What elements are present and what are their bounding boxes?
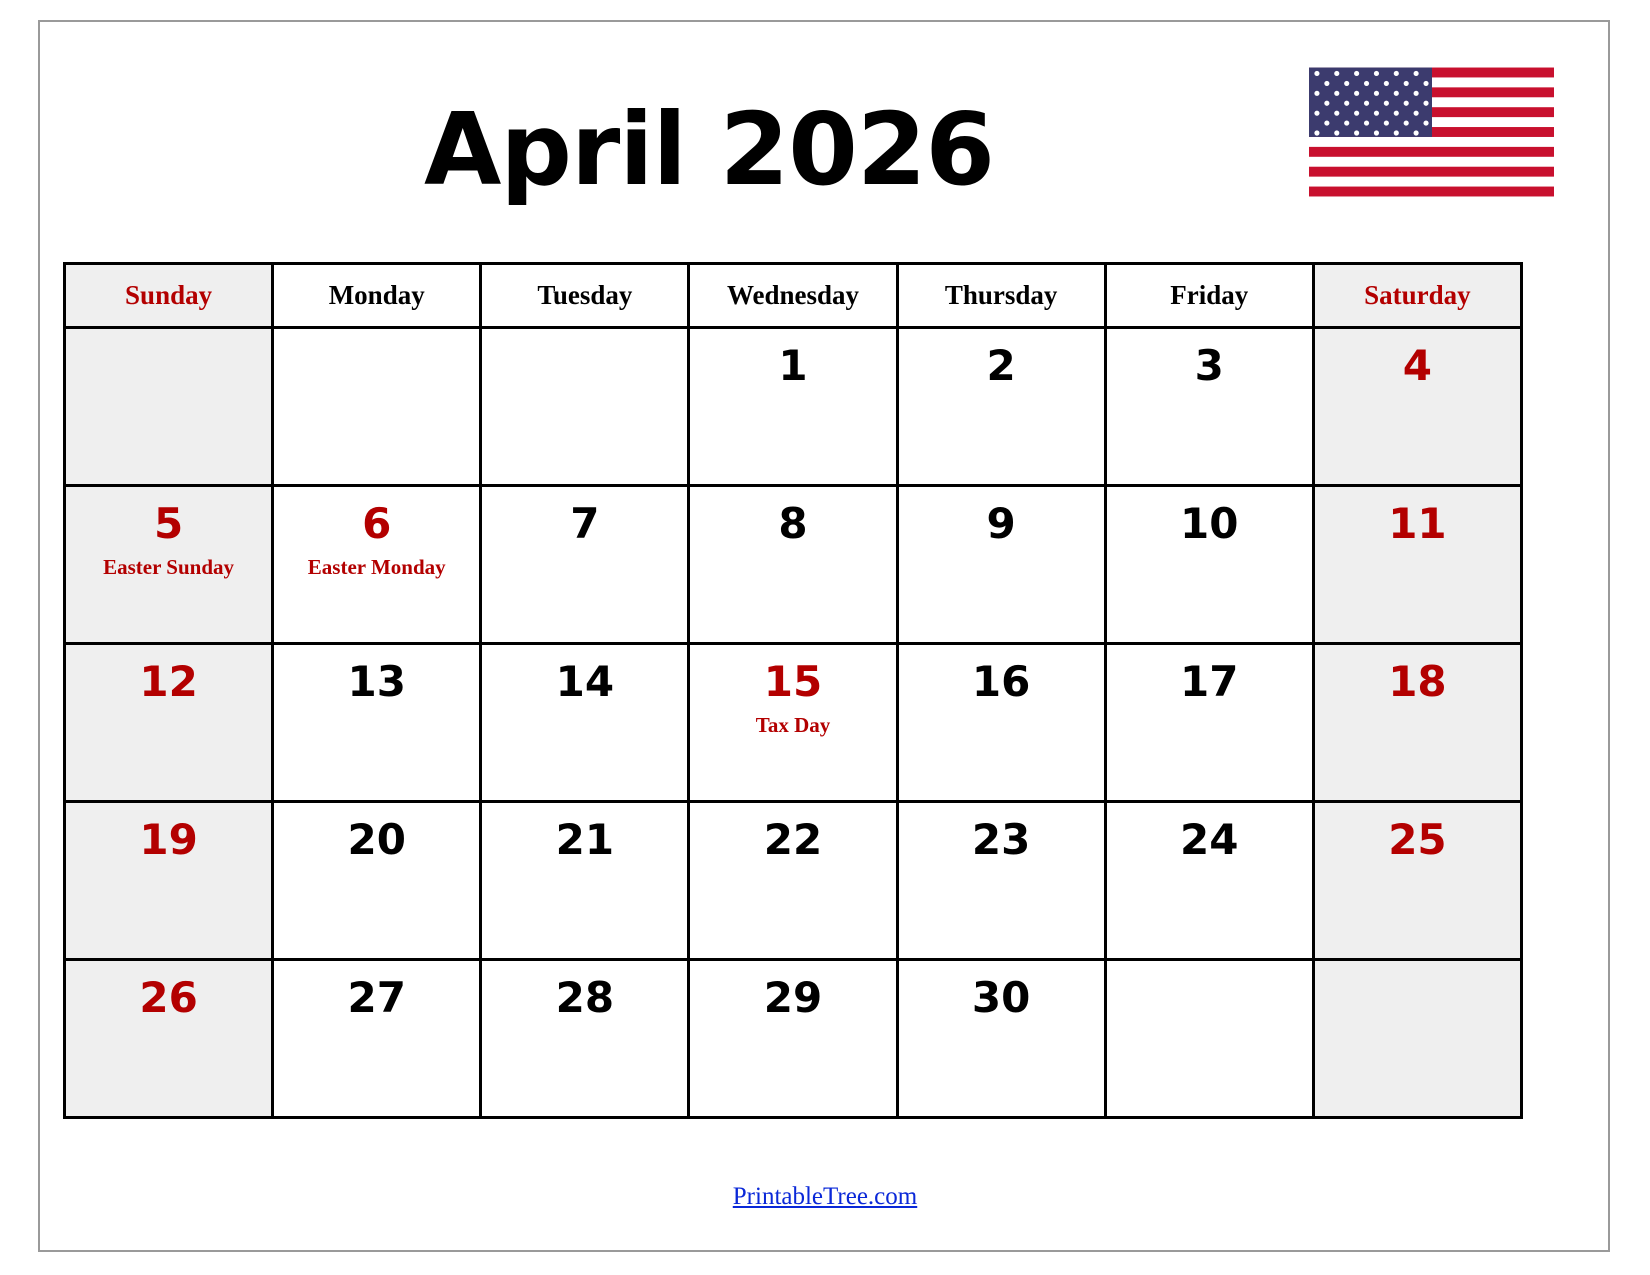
- day-cell[interactable]: [273, 644, 481, 802]
- day-number: 15: [763, 657, 823, 706]
- day-cell[interactable]: [65, 802, 273, 960]
- calendar-header: [64, 90, 1584, 230]
- day-cell[interactable]: [1105, 328, 1313, 486]
- day-number: 14: [555, 657, 615, 706]
- day-cell[interactable]: [689, 644, 897, 802]
- day-cell[interactable]: [1313, 802, 1521, 960]
- day-number: 22: [763, 815, 823, 864]
- weekday-header-sunday: Sunday: [65, 264, 273, 328]
- day-cell[interactable]: [481, 328, 689, 486]
- day-cell[interactable]: [1105, 644, 1313, 802]
- day-cell[interactable]: [689, 802, 897, 960]
- day-cell[interactable]: [65, 486, 273, 644]
- day-cell[interactable]: [273, 328, 481, 486]
- day-cell[interactable]: [273, 802, 481, 960]
- weekday-header-wednesday: Wednesday: [689, 264, 897, 328]
- day-number: 4: [1402, 341, 1433, 390]
- day-cell[interactable]: [897, 328, 1105, 486]
- day-cell[interactable]: [1105, 960, 1313, 1118]
- day-cell[interactable]: [1313, 960, 1521, 1118]
- day-cell[interactable]: [689, 328, 897, 486]
- weekday-header-saturday: Saturday: [1313, 264, 1521, 328]
- weekday-header-friday: Friday: [1105, 264, 1313, 328]
- day-number: [274, 329, 479, 345]
- day-number: 17: [1180, 657, 1239, 706]
- day-number: 25: [1388, 815, 1447, 864]
- day-cell[interactable]: [1313, 328, 1521, 486]
- day-cell[interactable]: [481, 960, 689, 1118]
- footer: [0, 1183, 1650, 1211]
- day-number: 12: [139, 657, 198, 706]
- calendar-grid: [63, 262, 1523, 1119]
- day-cell[interactable]: [65, 644, 273, 802]
- day-number: 23: [971, 815, 1031, 864]
- day-number: 29: [763, 973, 823, 1022]
- day-number: 1: [778, 341, 808, 390]
- day-number: 18: [1388, 657, 1447, 706]
- day-cell[interactable]: [689, 486, 897, 644]
- day-number: 28: [555, 973, 615, 1022]
- day-number: 13: [347, 657, 406, 706]
- day-number: 20: [347, 815, 406, 864]
- day-number: [66, 329, 271, 345]
- day-cell[interactable]: [689, 960, 897, 1118]
- day-cell[interactable]: [1313, 644, 1521, 802]
- day-number: 27: [347, 973, 406, 1022]
- day-cell[interactable]: [481, 802, 689, 960]
- calendar-week-row: [65, 486, 1522, 644]
- day-cell[interactable]: [273, 486, 481, 644]
- day-number: [1315, 961, 1520, 977]
- day-number: 16: [971, 657, 1031, 706]
- day-number: 2: [986, 341, 1016, 390]
- day-cell[interactable]: [481, 486, 689, 644]
- day-event: Easter Sunday: [103, 555, 235, 579]
- day-cell[interactable]: [897, 644, 1105, 802]
- day-number: 6: [362, 499, 392, 548]
- day-cell[interactable]: [897, 960, 1105, 1118]
- day-cell[interactable]: [273, 960, 481, 1118]
- day-number: 10: [1180, 499, 1239, 548]
- calendar-week-row: [65, 644, 1522, 802]
- day-cell[interactable]: [1313, 486, 1521, 644]
- day-event: Tax Day: [755, 713, 831, 737]
- day-number: 9: [986, 499, 1016, 548]
- day-number: 21: [555, 815, 615, 864]
- weekday-header-tuesday: Tuesday: [481, 264, 689, 328]
- day-cell[interactable]: [1105, 486, 1313, 644]
- day-number: 26: [139, 973, 198, 1022]
- weekday-header-monday: Monday: [273, 264, 481, 328]
- day-number: 7: [570, 499, 600, 548]
- day-number: 5: [153, 499, 184, 548]
- day-event: Easter Monday: [307, 555, 446, 579]
- day-number: 19: [139, 815, 198, 864]
- day-cell[interactable]: [897, 486, 1105, 644]
- day-number: 8: [778, 499, 808, 548]
- calendar-week-row: [65, 328, 1522, 486]
- calendar-week-row: [65, 960, 1522, 1118]
- day-number: [482, 329, 687, 345]
- day-number: 30: [971, 973, 1031, 1022]
- source-link[interactable]: PrintableTree.com: [732, 1183, 918, 1210]
- day-number: 3: [1194, 341, 1224, 390]
- calendar-week-row: [65, 802, 1522, 960]
- weekday-header-row: [65, 264, 1522, 328]
- day-cell[interactable]: [65, 328, 273, 486]
- weekday-header-thursday: Thursday: [897, 264, 1105, 328]
- day-cell[interactable]: [65, 960, 273, 1118]
- day-number: 24: [1180, 815, 1239, 864]
- us-flag-icon: [1309, 42, 1554, 222]
- page-title: April 2026: [424, 91, 994, 208]
- day-number: [1107, 961, 1312, 977]
- day-cell[interactable]: [481, 644, 689, 802]
- day-cell[interactable]: [1105, 802, 1313, 960]
- day-cell[interactable]: [897, 802, 1105, 960]
- day-number: 11: [1388, 499, 1447, 548]
